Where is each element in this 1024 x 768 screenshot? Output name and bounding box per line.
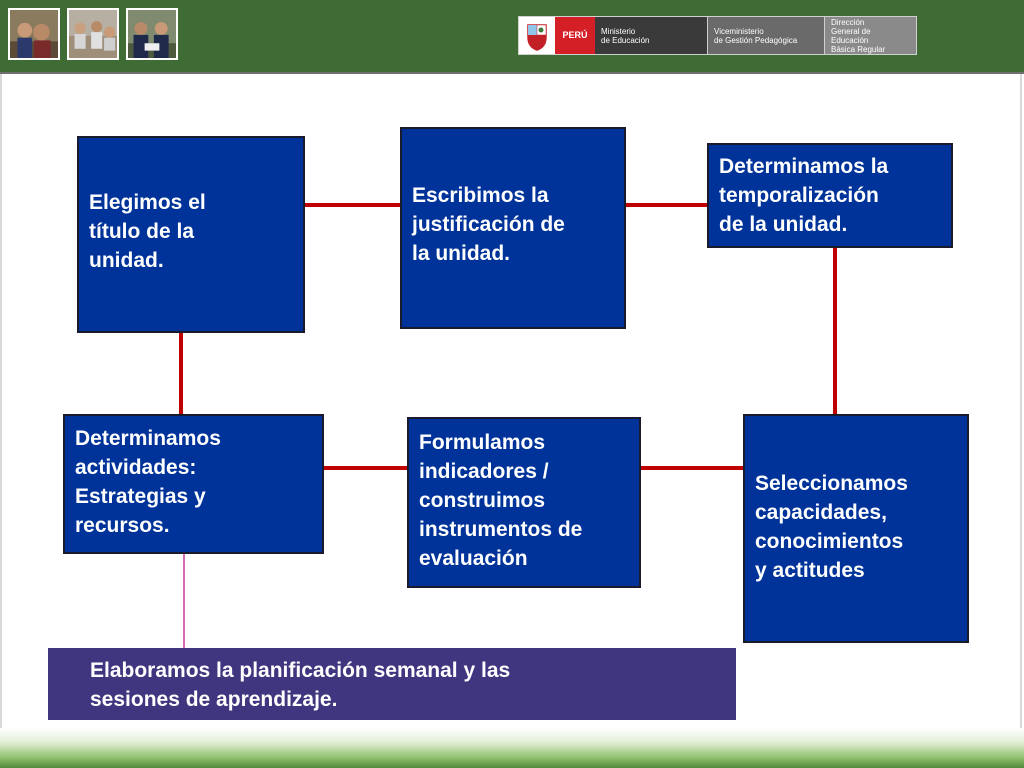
step-indicadores-text: Formulamos indicadores / construimos instrumentos de evaluación [419, 431, 583, 570]
logo-country: PERÚ [555, 17, 595, 54]
final-step-text: Elaboramos la planificación semanal y las sesiones de aprendizaje. [90, 659, 511, 711]
step-justificacion-text: Escribimos la justificación de la unidad. [412, 184, 565, 265]
step-justificacion [400, 127, 626, 329]
logo-ministry-line-1: Ministerio [601, 26, 636, 36]
final-step [48, 648, 736, 720]
footer-gradient [0, 728, 1024, 768]
logo-ministry-line-2: de Educación [601, 35, 650, 45]
logo-vice-ministry-line-2: de Gestión Pedagógica [714, 35, 798, 45]
step-actividades [63, 414, 324, 554]
step-capacidades-text: Seleccionamos capacidades, conocimientos y actitudes [755, 472, 908, 582]
logo-direction-line-2: General de Educación [831, 26, 871, 45]
logo-direction-line-3: Básica Regular [831, 44, 886, 54]
logo-direction-line-1: Dirección [831, 17, 865, 27]
step-temporalizacion-text: Determinamos la temporalización de la unidad. [719, 155, 889, 236]
logo-vice-ministry-line-1: Viceministerio [714, 26, 764, 36]
step-indicadores [407, 417, 641, 588]
step-titulo [77, 136, 305, 333]
step-capacidades [743, 414, 969, 643]
step-actividades-text: Determinamos actividades: Estrategias y recursos. [75, 427, 221, 537]
step-temporalizacion [707, 143, 953, 248]
step-titulo-text: Elegimos el título de la unidad. [89, 191, 206, 272]
